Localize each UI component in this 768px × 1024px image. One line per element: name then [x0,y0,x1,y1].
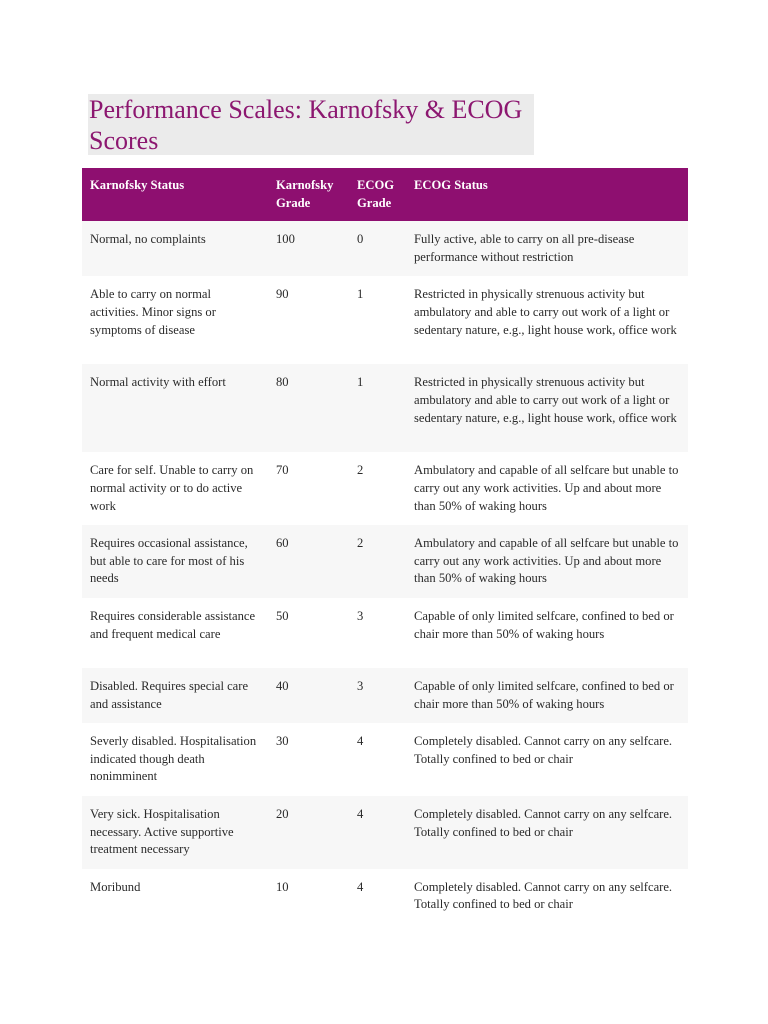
cell-ecog-status: Capable of only limited selfcare, confined to bed or chair more than 50% of waking hours [414,608,674,641]
page-title: Performance Scales: Karnofsky & ECOG Scores [89,95,523,155]
cell-karnofsky-grade: 50 [276,608,289,623]
table-row [82,276,688,364]
cell-ecog-grade: 0 [357,232,364,247]
cell-karnofsky-grade: 100 [276,232,295,247]
table-row [82,796,688,869]
table-row [82,869,688,924]
cell-karnofsky-status: Requires occasional assistance, but able to care for most of his needs [90,536,248,586]
cell-ecog-grade: 1 [357,375,364,390]
header-karnofsky-status: Karnofsky Status [90,178,185,192]
table-row [82,525,688,598]
table-row [82,598,688,668]
title-box [88,94,534,155]
cell-ecog-status: Restricted in physically strenuous activity but ambulatory and able to carry out work of a light or sedentary nature, e.g., light house work, office work [414,375,677,425]
cell-karnofsky-status: Disabled. Requires special care and assistance [90,678,249,711]
header-ecog-status: ECOG Status [414,178,488,192]
cell-ecog-status: Completely disabled. Cannot carry on any selfcare. Totally confined to bed or chair [414,879,673,912]
cell-karnofsky-grade: 70 [276,463,289,478]
table-body [82,221,688,924]
cell-karnofsky-grade: 30 [276,734,289,749]
table-row [82,668,688,723]
cell-ecog-grade: 4 [357,879,364,894]
cell-ecog-grade: 1 [357,287,364,302]
cell-ecog-status: Ambulatory and capable of all selfcare but unable to carry out any work activities. Up and about more than 50% of waking hours [414,536,679,586]
header-row [82,168,688,221]
table-row [82,221,688,276]
cell-ecog-status: Ambulatory and capable of all selfcare but unable to carry out any work activities. Up and about more than 50% of waking hours [414,463,679,513]
cell-ecog-grade: 4 [357,734,364,749]
cell-ecog-status: Completely disabled. Cannot carry on any selfcare. Totally confined to bed or chair [414,734,673,766]
header-karnofsky-grade: Karnofsky Grade [276,178,334,210]
cell-karnofsky-status: Very sick. Hospitalisation necessary. Active supportive treatment necessary [90,806,234,857]
cell-ecog-grade: 2 [357,536,364,551]
cell-karnofsky-grade: 10 [276,879,289,894]
cell-karnofsky-status: Moribund [90,879,141,894]
cell-karnofsky-grade: 20 [276,806,289,821]
table-header [82,168,688,221]
cell-karnofsky-status: Able to carry on normal activities. Minor signs or symptoms of disease [90,287,216,337]
cell-karnofsky-status: Severly disabled. Hospitalisation indicated though death nonimminent [90,734,257,784]
header-ecog-grade: ECOG Grade [357,178,395,210]
cell-ecog-status: Capable of only limited selfcare, confined to bed or chair more than 50% of waking hours [414,678,674,711]
cell-karnofsky-grade: 60 [276,536,289,551]
cell-ecog-grade: 2 [357,463,364,478]
cell-ecog-status: Restricted in physically strenuous activity but ambulatory and able to carry out work of a light or sedentary nature, e.g., light house work, office work [414,287,677,337]
cell-karnofsky-grade: 90 [276,287,289,302]
cell-karnofsky-status: Care for self. Unable to carry on normal activity or to do active work [90,463,254,513]
performance-scales-table [82,168,688,924]
cell-ecog-grade: 4 [357,806,364,821]
cell-ecog-status: Completely disabled. Cannot carry on any selfcare. Totally confined to bed or chair [414,806,673,839]
cell-karnofsky-status: Normal, no complaints [90,232,206,247]
table-row [82,452,688,525]
cell-karnofsky-grade: 80 [276,375,289,390]
cell-karnofsky-grade: 40 [276,678,289,693]
cell-ecog-grade: 3 [357,678,364,693]
table-row [82,723,688,796]
cell-karnofsky-status: Normal activity with effort [90,375,226,390]
cell-karnofsky-status: Requires considerable assistance and frequent medical care [90,608,256,641]
table-row [82,364,688,452]
cell-ecog-grade: 3 [357,608,364,623]
performance-scales-table-wrap [82,168,688,924]
cell-ecog-status: Fully active, able to carry on all pre-disease performance without restriction [414,232,635,264]
